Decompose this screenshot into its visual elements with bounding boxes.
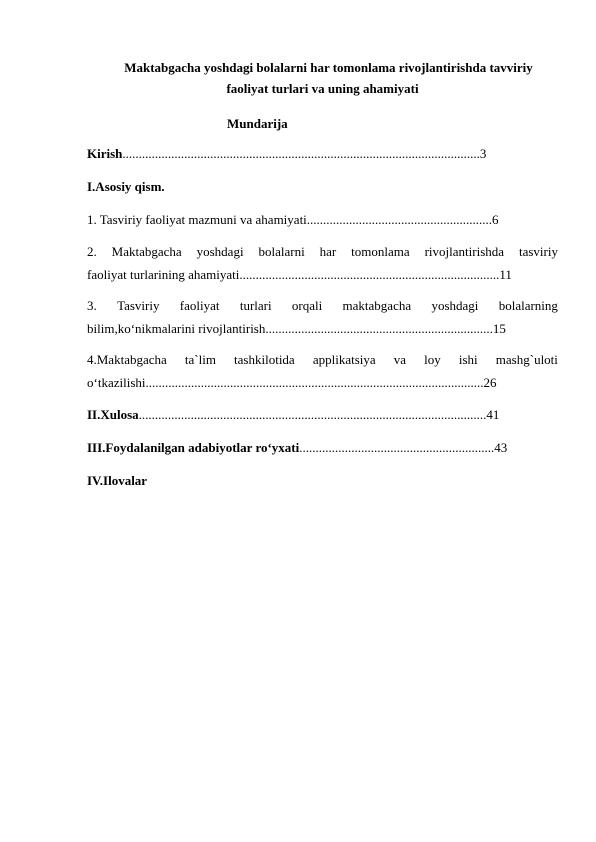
toc-word: ta`lim <box>184 352 216 367</box>
toc-page-number: 11 <box>499 267 512 282</box>
toc-word: Tasviriy <box>117 298 160 313</box>
document-title <box>87 57 558 99</box>
toc-word: applikatsiya <box>312 352 376 367</box>
toc-label: 1. Tasviriy faoliyat mazmuni va ahamiyati <box>87 212 307 227</box>
toc-entry-xulosa[interactable] <box>87 407 558 423</box>
toc-dots: ........................................................................................................... <box>138 407 487 422</box>
toc-page-number: 15 <box>492 321 506 336</box>
toc-page-number: 26 <box>483 375 497 390</box>
toc-label: bilim,ko‘nikmalarini rivojlantirish <box>87 321 266 336</box>
toc-word: Maktabgacha <box>111 244 182 259</box>
title-line-2: faoliyat turlari va uning ahamiyati <box>226 81 419 96</box>
toc-page-number: 6 <box>492 212 499 227</box>
toc-word: yoshdagi <box>431 298 479 313</box>
toc-word: 4.Maktabgacha <box>87 352 167 367</box>
toc-label: Kirish <box>87 146 123 161</box>
toc-word: orqali <box>291 298 323 313</box>
toc-page-number: 41 <box>486 407 500 422</box>
toc-word: turlari <box>239 298 272 313</box>
toc-word: yoshdagi <box>196 244 244 259</box>
toc-label: I.Asosiy qism. <box>87 179 165 194</box>
toc-entry-3-line-1[interactable] <box>87 298 558 314</box>
toc-entry-asosiy-qism[interactable] <box>87 179 558 195</box>
toc-word: rivojlantirishda <box>424 244 505 259</box>
toc-heading: Mundarija <box>227 116 288 131</box>
toc-dots: ............................................................ <box>299 440 495 455</box>
toc-entry-foydalanilgan-adabiyotlar[interactable] <box>87 440 558 456</box>
toc-word: loy <box>424 352 441 367</box>
toc-word: bolalarni <box>258 244 305 259</box>
toc-dots: .............................................................................................................. <box>122 146 480 161</box>
toc-entry-2-line-1[interactable] <box>87 244 558 260</box>
toc-word: bolalarning <box>498 298 558 313</box>
toc-word: tomonlama <box>351 244 410 259</box>
toc-page-number: 3 <box>479 146 487 161</box>
toc-entry-ilovalar[interactable] <box>87 473 558 489</box>
toc-word: 2. <box>87 244 97 259</box>
toc-word: har <box>319 244 337 259</box>
toc-dots: ......................................................... <box>306 212 493 227</box>
toc-label: IV.Ilovalar <box>87 473 148 488</box>
toc-dots: ...................................................................... <box>265 321 493 336</box>
toc-label: faoliyat turlarining ahamiyati <box>87 267 240 282</box>
toc-word: tashkilotida <box>234 352 295 367</box>
toc-dots: ........................................................................................................ <box>145 375 484 390</box>
toc-word: maktabgacha <box>342 298 412 313</box>
toc-page-number: 43 <box>494 440 508 455</box>
title-line-1: Maktabgacha yoshdagi bolalarni har tomonlama rivojlantirishda tavviriy <box>124 60 533 75</box>
toc-label: o‘tkazilishi <box>87 375 146 390</box>
toc-entry-4-line-2[interactable] <box>87 375 558 391</box>
toc-word: 3. <box>87 298 97 313</box>
toc-word: faoliyat <box>179 298 220 313</box>
toc-dots: ................................................................................ <box>239 267 500 282</box>
toc-label: III.Foydalanilgan adabiyotlar ro‘yxati <box>87 440 300 455</box>
toc-entry-kirish[interactable] <box>87 146 558 162</box>
toc-word: mashg`uloti <box>495 352 558 367</box>
toc-entry-3-line-2[interactable] <box>87 321 558 337</box>
toc-entry-2-line-2[interactable] <box>87 267 558 283</box>
toc-label: II.Xulosa <box>87 407 139 422</box>
toc-word: va <box>393 352 407 367</box>
toc-word: tasviriy <box>518 244 558 259</box>
toc-entry-1[interactable] <box>87 212 558 228</box>
toc-word: ishi <box>458 352 478 367</box>
toc-entry-4-line-1[interactable] <box>87 352 558 368</box>
